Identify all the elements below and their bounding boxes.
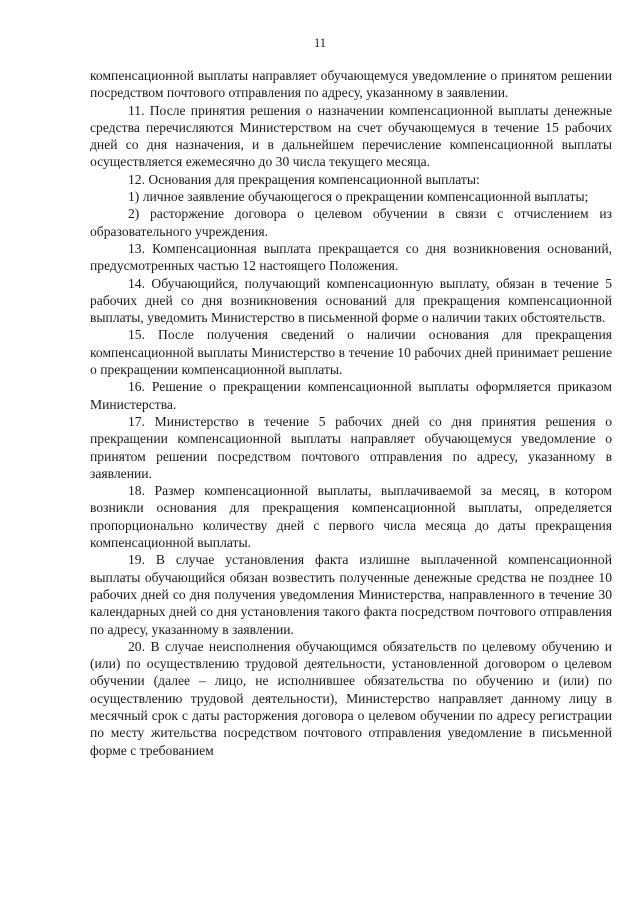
paragraph-14: 14. Обучающийся, получающий компенсационную выплату, обязан в течение 5 рабочих дней со дня возникновения оснований для прекращения компенсационной выплаты, уведомить Министерство в письменной форме о наличии таких обстоятельств. bbox=[90, 275, 612, 326]
paragraph-16: 16. Решение о прекращении компенсационной выплаты оформляется приказом Министерства. bbox=[90, 379, 612, 412]
paragraph-20: 20. В случае неисполнения обучающимся обязательств по целевому обучению и (или) по осуществлению трудовой деятельности, установленной договором о целевом обучении (далее – лицо, не исполнившее обязательства по обучению и (или) по осуществлению трудовой деятельности), Министерство направляет данному лицу в месячный срок с даты расторжения договора о целевом обучении по адресу регистрации по месту жительства посредством почтового отправления уведомление в письменной форме с требованием bbox=[90, 638, 612, 758]
paragraph-12: 12. Основания для прекращения компенсационной выплаты: bbox=[128, 171, 480, 187]
page-number: 11 bbox=[313, 36, 327, 50]
paragraph-11: 11. После принятия решения о назначении компенсационной выплаты денежные средства перечисляются Министерством на счет обучающемуся в течение 15 рабочих дней со дня назначения, и в дальнейшем перечисление компенсационной выплаты осуществляется ежемесячно до 30 числа текущего месяца. bbox=[90, 102, 612, 170]
document-body bbox=[90, 67, 612, 759]
paragraph-12-item-2: 2) расторжение договора о целевом обучении в связи с отчислением из образовательного учреждения. bbox=[90, 206, 612, 239]
paragraph-18: 18. Размер компенсационной выплаты, выплачиваемой за месяц, в котором возникли основания для прекращения компенсационной выплаты, определяется пропорционально количеству дней с первого числа месяца до даты прекращения компенсационной выплаты. bbox=[90, 483, 612, 551]
paragraph-12-item-1: 1) личное заявление обучающегося о прекращении компенсационной выплаты; bbox=[128, 189, 589, 205]
paragraph-continuation: компенсационной выплаты направляет обучающемуся уведомление о принятом решении посредством почтового отправления по адресу, указанному в заявлении. bbox=[90, 68, 612, 101]
paragraph-13: 13. Компенсационная выплата прекращается со дня возникновения оснований, предусмотренных частью 12 настоящего Положения. bbox=[90, 240, 612, 274]
paragraph-15: 15. После получения сведений о наличии основания для прекращения компенсационной выплаты Министерство в течение 10 рабочих дней принимает решение о прекращении компенсационной выплаты. bbox=[90, 327, 612, 378]
paragraph-19: 19. В случае установления факта излишне выплаченной компенсационной выплаты обучающийся обязан возвестить полученные денежные средства не позднее 10 рабочих дней со дня получения уведомления Министерства, направленного в течение 30 календарных дней со дня установления такого факта посредством почтового отправления по адресу, указанному в заявлении. bbox=[90, 552, 612, 637]
paragraph-17: 17. Министерство в течение 5 рабочих дней со дня принятия решения о прекращении компенсационной выплаты направляет обучающемуся уведомление о принятом решении посредством почтового отправления по адресу, указанному в заявлении. bbox=[90, 413, 612, 481]
